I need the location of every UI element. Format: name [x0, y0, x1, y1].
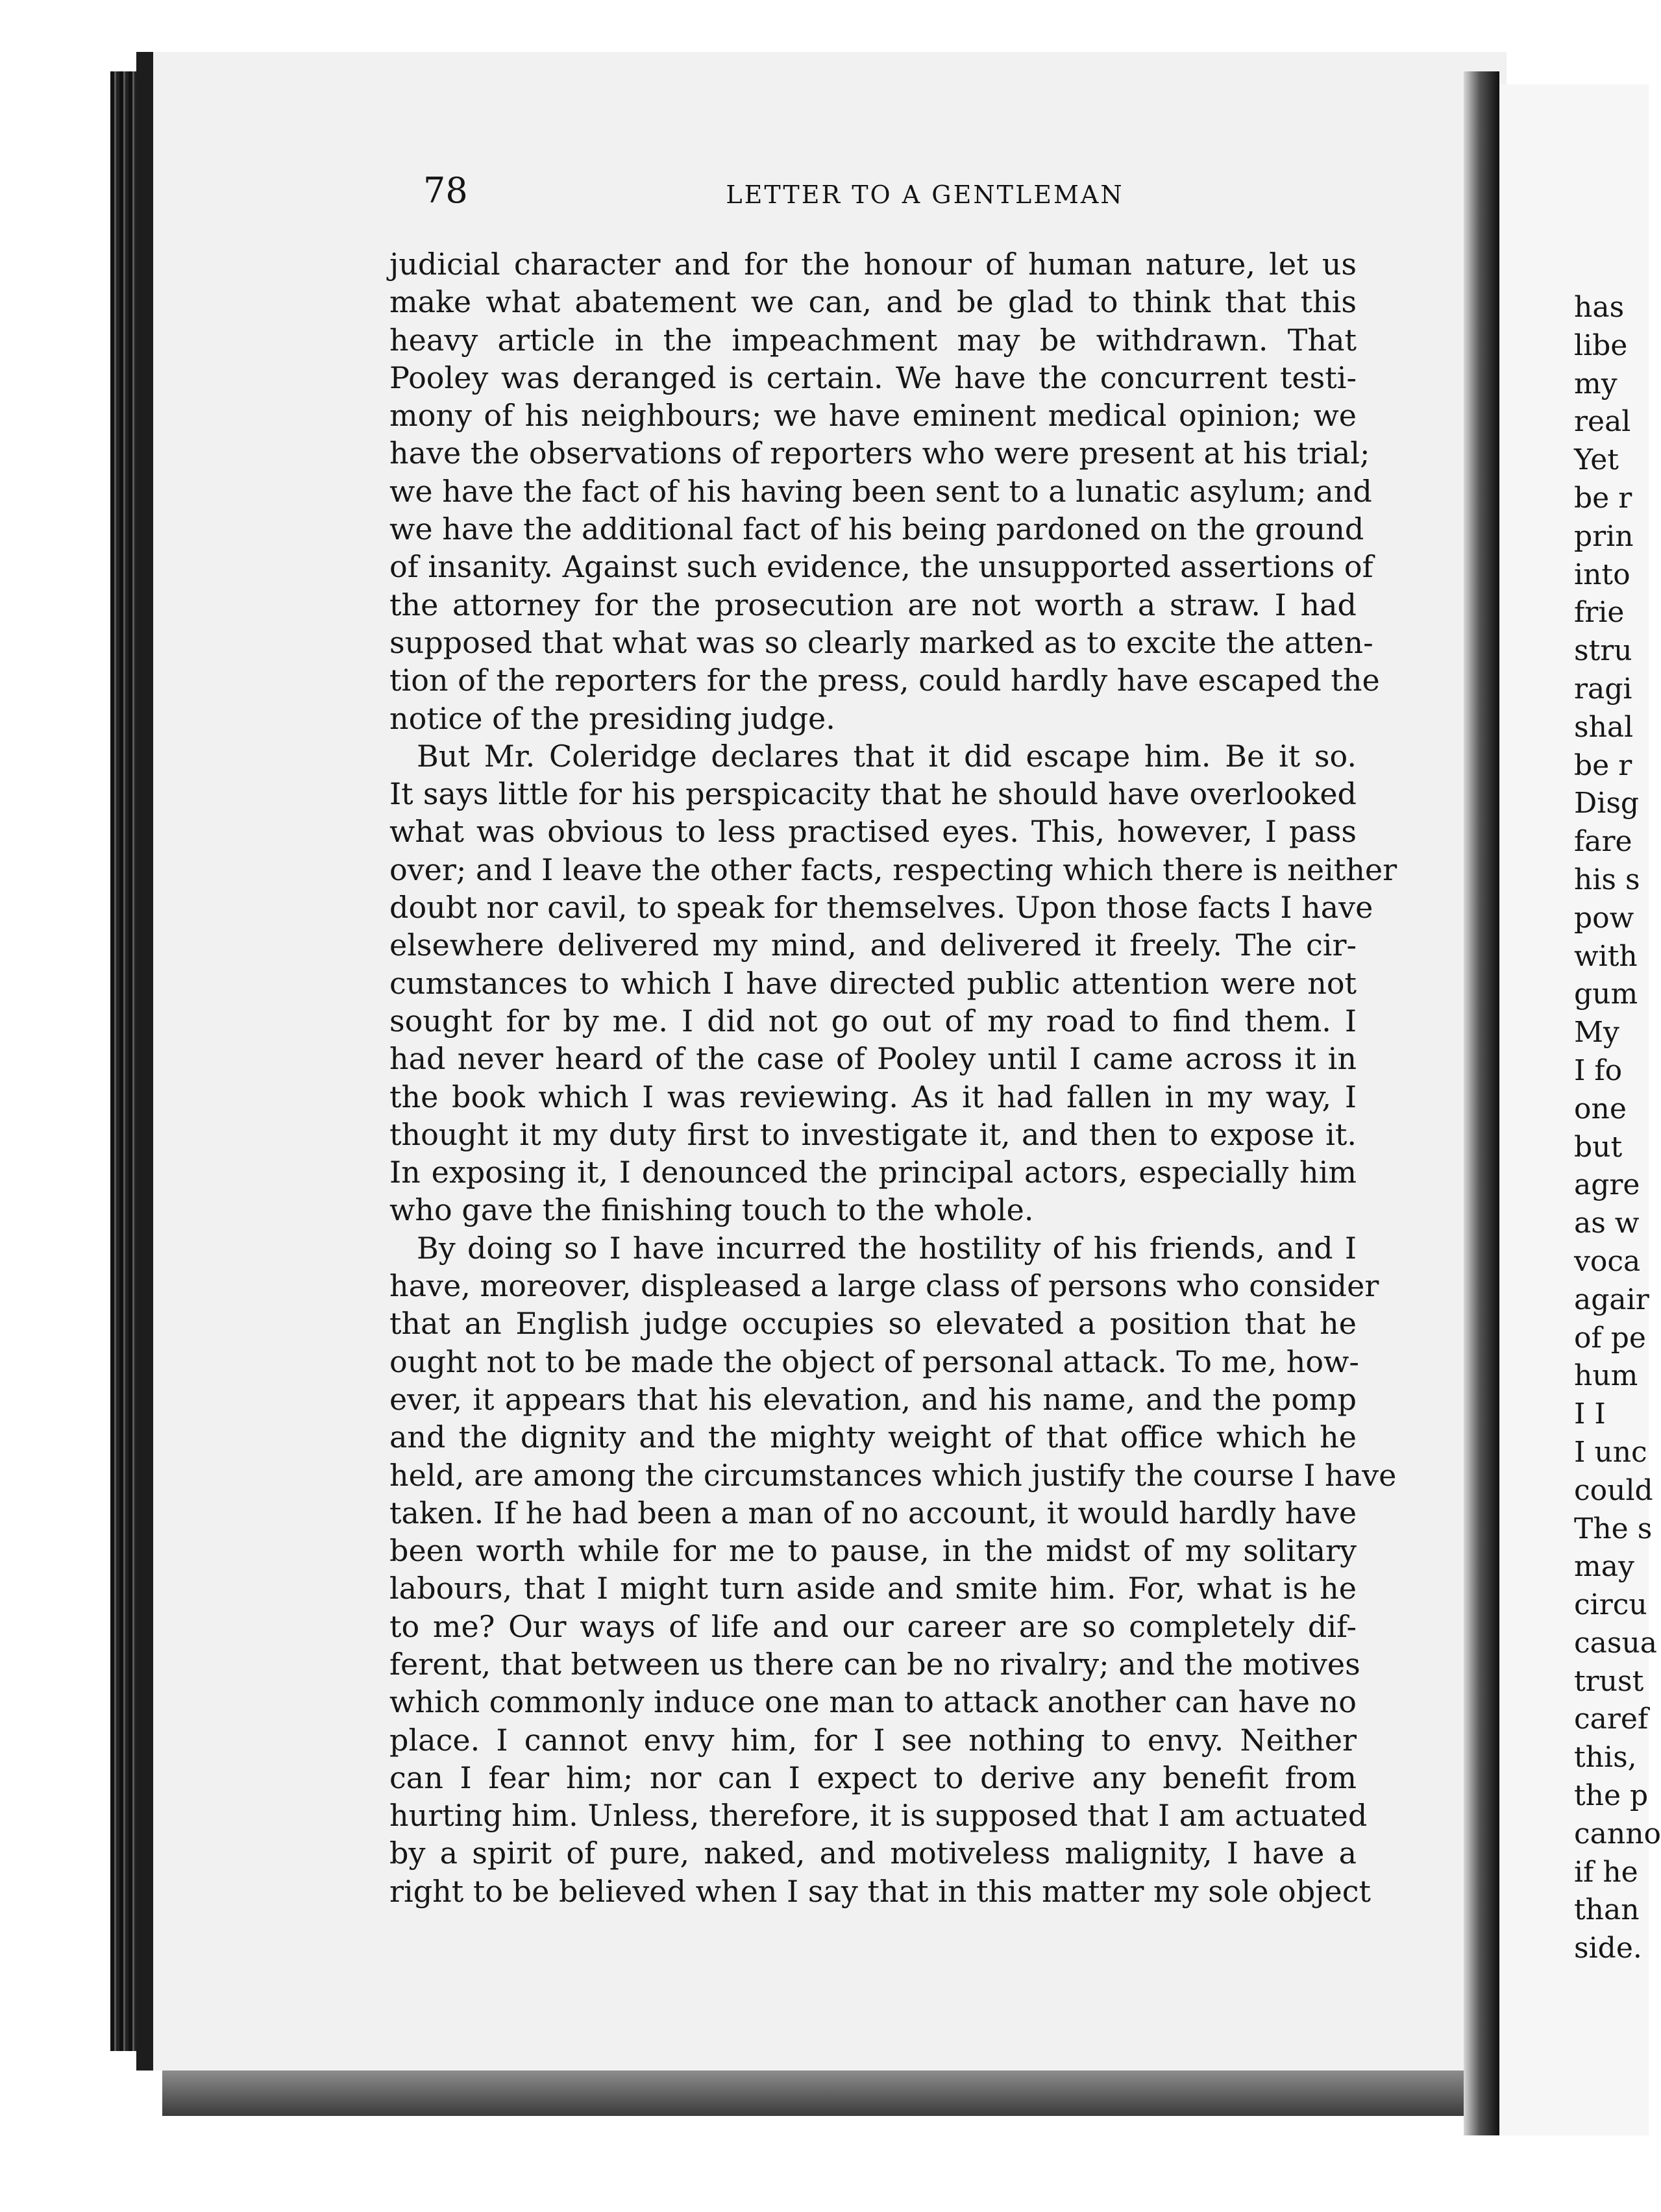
text-line: held, are among the circumstances which justify the course I have: [389, 1457, 1397, 1493]
facing-page-line: I unc: [1574, 1435, 1647, 1469]
facing-page-line: casua: [1574, 1626, 1658, 1660]
text-line: judicial character and for the honour of human nature, let us: [389, 247, 1357, 282]
text-line: mony of his neighbours; we have eminent medical opinion; we: [389, 398, 1357, 434]
facing-page-line: voca: [1574, 1244, 1641, 1278]
text-line: to me? Our ways of life and our career are so completely dif-: [389, 1608, 1357, 1644]
facing-page-line: shal: [1574, 710, 1634, 744]
text-line: that an English judge occupies so elevated a position that he: [389, 1306, 1357, 1342]
facing-page-line: Yet: [1574, 443, 1619, 477]
text-line: ever, it appears that his elevation, and his name, and the pomp: [389, 1381, 1357, 1417]
book-gutter: [1464, 71, 1499, 2135]
facing-page-line: hum: [1574, 1359, 1638, 1393]
facing-page-line: ragi: [1574, 672, 1632, 706]
text-line: who gave the finishing touch to the whole.: [389, 1192, 1034, 1228]
text-line: which commonly induce one man to attack another can have no: [389, 1684, 1357, 1720]
text-line: have the observations of reporters who were present at his trial;: [389, 436, 1370, 471]
text-line: the book which I was reviewing. As it had fallen in my way, I: [389, 1079, 1357, 1114]
facing-page-line: than: [1574, 1893, 1640, 1927]
facing-page-line: I I: [1574, 1397, 1606, 1431]
text-line: elsewhere delivered my mind, and delivered it freely. The cir-: [389, 928, 1357, 963]
text-line: cumstances to which I have directed public attention were not: [389, 965, 1357, 1001]
facing-page-line: agair: [1574, 1283, 1649, 1316]
facing-page-line: stru: [1574, 634, 1632, 668]
text-line: tion of the reporters for the press, could hardly have escaped the: [389, 663, 1380, 698]
text-line: hurting him. Unless, therefore, it is supposed that I am actuated: [389, 1798, 1368, 1834]
text-line: place. I cannot envy him, for I see nothing to envy. Neither: [389, 1722, 1357, 1758]
facing-page-line: fare: [1574, 825, 1632, 859]
facing-page-line: be r: [1574, 481, 1632, 515]
facing-page-line: be r: [1574, 748, 1632, 782]
text-line: we have the fact of his having been sent to a lunatic asylum; and: [389, 473, 1372, 509]
facing-page-line: My: [1574, 1016, 1619, 1050]
text-line: taken. If he had been a man of no account, it would hardly have: [389, 1495, 1357, 1530]
facing-page-line: into: [1574, 558, 1630, 591]
page-number: 78: [423, 170, 468, 211]
text-line: make what abatement we can, and be glad to think that this: [389, 284, 1357, 320]
page-body-text: [389, 245, 1397, 1910]
facing-page-line: Disg: [1574, 787, 1640, 820]
facing-page-line: circu: [1574, 1588, 1647, 1622]
facing-page-line: prin: [1574, 519, 1634, 553]
facing-page-line: one: [1574, 1092, 1627, 1125]
running-head: LETTER TO A GENTLEMAN: [726, 180, 1124, 209]
text-line: heavy article in the impeachment may be withdrawn. That: [389, 322, 1357, 358]
text-line: been worth while for me to pause, in the midst of my solitary: [389, 1533, 1357, 1569]
text-line: by a spirit of pure, naked, and motiveless malignity, I have a: [389, 1836, 1357, 1871]
text-line: Pooley was deranged is certain. We have the concurrent testi-: [389, 360, 1357, 395]
facing-page-line: with: [1574, 939, 1638, 973]
facing-page-line: frie: [1574, 596, 1625, 630]
facing-page-line: gum: [1574, 977, 1638, 1011]
text-line: It says little for his perspicacity that he should have overlooked: [389, 776, 1357, 812]
page-bottom-shadow: [162, 2071, 1493, 2116]
text-line: the attorney for the prosecution are not worth a straw. I had: [389, 587, 1357, 622]
facing-page-line: I fo: [1574, 1053, 1623, 1087]
facing-page-line: of pe: [1574, 1321, 1646, 1355]
text-line: labours, that I might turn aside and smite him. For, what is he: [389, 1571, 1357, 1606]
facing-page-line: his s: [1574, 863, 1640, 896]
text-line: In exposing it, I denounced the principal actors, especially him: [389, 1155, 1357, 1190]
text-line: had never heard of the case of Pooley until I came across it in: [389, 1041, 1357, 1077]
text-line: over; and I leave the other facts, respecting which there is neither: [389, 852, 1397, 887]
text-line: right to be believed when I say that in this matter my sole object: [389, 1873, 1371, 1909]
facing-page-line: has: [1574, 291, 1625, 324]
facing-page-line: may: [1574, 1550, 1634, 1584]
text-line: doubt nor cavil, to speak for themselves. Upon those facts I have: [389, 890, 1373, 926]
facing-page-line: side.: [1574, 1932, 1642, 1965]
facing-page-line: the p: [1574, 1779, 1649, 1813]
facing-page-line: this,: [1574, 1741, 1637, 1775]
text-line: notice of the presiding judge.: [389, 700, 835, 736]
text-line: have, moreover, displeased a large class of persons who consider: [389, 1268, 1379, 1304]
facing-page-line: could: [1574, 1473, 1653, 1507]
text-line: we have the additional fact of his being pardoned on the ground: [389, 511, 1364, 547]
facing-page-text-fragments: [1574, 289, 1661, 1968]
facing-page-line: if he: [1574, 1855, 1638, 1889]
facing-page-line: agre: [1574, 1168, 1640, 1202]
facing-page-line: real: [1574, 405, 1631, 439]
facing-page-line: The s: [1574, 1512, 1653, 1545]
text-line: can I fear him; nor can I expect to derive any benefit from: [389, 1760, 1357, 1795]
facing-page-line: my: [1574, 367, 1618, 400]
text-line: ferent, that between us there can be no rivalry; and the motives: [389, 1646, 1360, 1682]
text-line: supposed that what was so clearly marked as to excite the atten-: [389, 624, 1373, 660]
facing-page-line: caref: [1574, 1702, 1649, 1736]
text-line: ought not to be made the object of personal attack. To me, how-: [389, 1344, 1359, 1379]
text-line: sought for by me. I did not go out of my road to find them. I: [389, 1003, 1357, 1038]
text-line: what was obvious to less practised eyes. This, however, I pass: [389, 814, 1357, 850]
facing-page-line: libe: [1574, 328, 1628, 362]
text-line: But Mr. Coleridge declares that it did escape him. Be it so.: [417, 738, 1357, 774]
facing-page-line: but: [1574, 1130, 1623, 1164]
text-line: and the dignity and the mighty weight of that office which he: [389, 1419, 1357, 1455]
text-line: thought it my duty first to investigate it, and then to expose it.: [389, 1116, 1357, 1152]
facing-page-line: canno: [1574, 1817, 1661, 1850]
text-line: of insanity. Against such evidence, the unsupported assertions of: [389, 549, 1373, 585]
facing-page-line: trust: [1574, 1664, 1644, 1698]
facing-page-line: pow: [1574, 901, 1634, 935]
facing-page-line: as w: [1574, 1207, 1640, 1240]
text-line: By doing so I have incurred the hostility of his friends, and I: [417, 1230, 1357, 1266]
